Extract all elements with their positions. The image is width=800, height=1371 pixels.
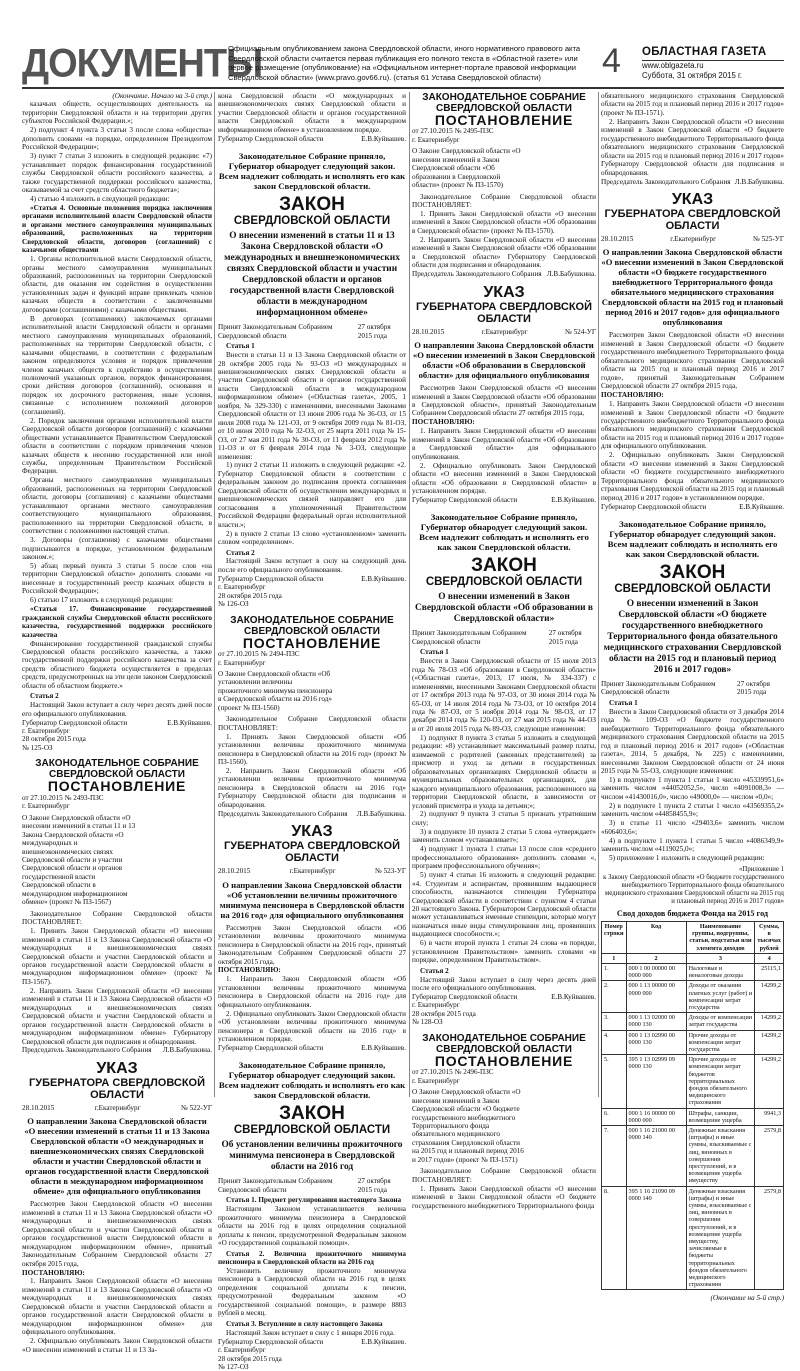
signer-name: Е.В.Куйвашев. (551, 496, 596, 504)
signer-role: Губернатор Свердловской области (218, 1044, 324, 1053)
column-4 (601, 92, 784, 1303)
signer-name: Е.В.Куйвашев. (361, 134, 406, 143)
signature (218, 135, 406, 143)
budget-table (601, 921, 784, 1291)
resolution-title: ПОСТАНОВЛЕНИЕ (434, 112, 574, 128)
paragraph: Законодательное Собрание Свердловской области ПОСТАНОВЛЯЕТ: (412, 192, 596, 210)
adoption-line (218, 323, 406, 340)
paragraph: 2. Направить Закон Свердловской области «О внесении изменений в Закон Свердловской области «О бюджете государственного внебюджетного Территориального фонда обязательного медицинского страхования Свердловской области на 2015 год и плановый период 2016 и 2017 годов» Губернатору Свердловской области для подписания и обнародования. (601, 117, 784, 177)
decree-date: 28.10.2015 (601, 234, 634, 243)
law-title: ЗАКОН (279, 1103, 345, 1125)
law-title: ЗАКОН (279, 194, 345, 216)
table-header-cell: Номер строки (602, 921, 627, 953)
signer-name: Е.В.Куйвашев. (167, 718, 212, 727)
income-name: Денежные взыскания (штрафы) и иные суммы, взыскиваемые с лиц, виновных в совершении преступлений, и в возмещение ущерба имуществу (686, 1126, 755, 1187)
resolution-subject: О Законе Свердловской области «О внесении изменений в Закон Свердловской области «Об образовании в Свердловской области» (проект № ПЗ-1570) (412, 147, 521, 190)
paragraph: кона Свердловской области «О международных и внешнеэкономических связях Свердловской области и участии Свердловской области и органов государственной власти Свердловской области в международном информационном обмене» в установленном порядке. (218, 92, 406, 134)
paragraph: Рассмотрев Закон Свердловской области «О внесении изменений в Закон Свердловской области «Об образовании в Свердловской области», принятый Законодательным Собранием Свердловской области 27 октября 2015 года, (412, 384, 596, 418)
column-1 (22, 92, 212, 1355)
decree-meta (601, 235, 784, 243)
amount: 25115,1 (755, 963, 784, 980)
paragraph: 1. Органы исполнительной власти Свердловской области, органы местного самоуправления муниципальных образований, расположенных на территории Свердловской области, для оказания им содействия в осуществлении установленных задач и функций вправе привлекать членов казачьих обществ в соответствии с заключенными договорами (соглашениями) с казачьими обществами. (22, 255, 212, 314)
paragraph: 2) в пункте 2 статьи 13 слово «установленном» заменить словом «определенном». (218, 529, 406, 547)
signature (601, 503, 784, 511)
paragraph: Рассмотрев Закон Свердловской области «О внесении изменений в Закон Свердловской области «О бюджете государственного внебюджетного Территориального фонда обязательного медицинского страхования Свердловской области на 2015 год и плановый период 2016 и 2017 годов», принятый Законодательным Собранием Свердловской области 27 октября 2015 года, (601, 331, 784, 391)
signer-name: Л.В.Бабушкина. (546, 270, 596, 279)
resolution-city: г. Екатеринбург (412, 135, 460, 144)
resolution-city: г. Екатеринбург (412, 1076, 460, 1085)
income-name: Прочие доходы от компенсации затрат бюджетов территориальных фондов обязательного медицинского страхования (686, 1055, 755, 1108)
decree-title: УКАЗ (483, 283, 525, 301)
promulgation-formula: Законодательное Собрание приняло, Губернатор обнародует следующий закон. Всем надлежит соблюдать и исполнять его как закон Свердловской области. (218, 151, 406, 192)
signature (218, 1044, 406, 1052)
decree-title: УКАЗ (96, 1059, 138, 1077)
signature (412, 993, 596, 1001)
paragraph: 6) в части второй пункта 1 статьи 24 слова «в порядке, установленном Правительством» заменить словами «в порядке, определенном Правительством». (412, 939, 596, 965)
paragraph: 2. Направить Закон Свердловской области «О внесении изменений в статьи 11 и 13 Закона Свердловской области «О международных и внешнеэкономических связях Свердловской области и участии Свердловской области и органов государственной власти Свердловской области в международном информационном обмене» Губернатору Свердловской области для подписания и обнародования. (22, 986, 212, 1046)
column-2 (218, 92, 406, 1371)
decree-city: г.Екатеринбург (481, 327, 528, 336)
paragraph: казачьих обществ, осуществляющих деятельность на территории Свердловской области и на территории других субъектов Российской Федерации.»; (22, 100, 212, 126)
signer-name: Л.В.Бабушкина. (734, 177, 784, 186)
paragraph: 2. Официально опубликовать Закон Свердловской области «О внесении изменений в статьи 11 и 13 За- (22, 1337, 212, 1354)
adopted-date: 27 октября 2015 года (357, 323, 391, 340)
paragraph: Рассмотрев Закон Свердловской области «Об установлении величины прожиточного минимума пенсионера в Свердловской области на 2016 год», принятый Законодательным Собранием Свердловской области 27 октября 2015 года, (218, 923, 406, 966)
resolution-subject: О Законе Свердловской области «Об установлении величины прожиточного минимума пенсионера в Свердловской области на 2016 год» (проект № ПЗ-1560) (218, 670, 333, 712)
budget-code: 000 1 16 00000 00 0000 000 (626, 1108, 686, 1125)
paragraph: Законодательное Собрание Свердловской области ПОСТАНОВЛЯЕТ: (412, 1167, 596, 1184)
masthead (22, 40, 784, 88)
row-number: 6. (602, 1108, 627, 1125)
decree-city: г.Екатеринбург (289, 867, 336, 876)
law-number: № 128-ОЗ (412, 1018, 443, 1027)
decree-number: № 525-УГ (752, 234, 784, 243)
decree-issuer: ГУБЕРНАТОРА СВЕРДЛОВСКОЙ ОБЛАСТИ (29, 1076, 205, 1101)
decree-city: г.Екатеринбург (670, 234, 717, 243)
decree-issuer: ГУБЕРНАТОРА СВЕРДЛОВСКОЙ ОБЛАСТИ (224, 840, 400, 865)
paragraph: Настоящим Законом устанавливается величина прожиточного минимума пенсионера в Свердловской области на 2016 год в целях определения социальной доплаты к пенсии, предусмотренной Федеральным законом «О государственной социальной помощи». (218, 1205, 406, 1248)
law-title: ЗАКОН (471, 555, 537, 577)
law-number: № 127-ОЗ (218, 1363, 249, 1371)
income-name: Денежные взыскания (штрафы) и иные суммы, взыскиваемые с лиц, виновных в совершении преступлений, и в возмещение ущерба имуществу, зачисляемые в бюджеты территориальных фондов обязательного медицинского страхования (686, 1186, 755, 1290)
table-row (602, 1013, 784, 1030)
law-subject: О внесении изменений в Закон Свердловской области «Об образовании в Свердловской области» (414, 592, 593, 625)
table-row (602, 1186, 784, 1290)
article-heading: Статья 2 (30, 692, 59, 701)
article-heading: Статья 2. Величина прожиточного минимума пенсионера в Свердловской области на 2016 год (218, 1249, 406, 1267)
page-number: 4 (602, 42, 621, 80)
income-name: Прочие доходы от компенсации затрат государства (686, 1030, 755, 1055)
paragraph: 2. Официально опубликовать Закон Свердловской области «Об установлении величины прожиточного минимума пенсионера в Свердловской области на 2016 год» в установленном порядке. (218, 1009, 406, 1044)
paragraph: 1. Направить Закон Свердловской области «О внесении изменений в Закон Свердловской области «Об образовании в Свердловской области» для официального опубликования. (412, 427, 596, 461)
paragraph: 5) пункт 4 статьи 16 изложить в следующей редакции: «4. Студентам и аспирантам, проявившим выдающиеся способности, назначаются стипендии Губернатора Свердловской области в соответствии с пунктом 4 статьи 20 настоящего Закона. Губернатором Свердловской области может устанавливаться именные стипендии, которые могут назначаться иные виды стимулирования лиц, проявивших выдающиеся способности.»; (412, 871, 596, 939)
table-header-cell: Наименование группы, подгруппы, статьи, подстатьи или элемента доходов (686, 921, 755, 953)
amount: 14299,2 (755, 1030, 784, 1055)
promulgation-formula: Законодательное Собрание приняло, Губернатор обнародует следующий закон. Всем надлежит соблюдать и исполнять его как закон Свердловской области. (607, 518, 778, 559)
paragraph: Законодательное Собрание Свердловской области ПОСТАНОВЛЯЕТ: (22, 909, 212, 927)
table-header-cell: Сумма, в тысячах рублей (755, 921, 784, 953)
sign-date: 28 октября 2015 года (22, 735, 86, 744)
row-number: 3. (602, 1013, 627, 1030)
signer-role: Губернатор Свердловской области (218, 1337, 324, 1346)
amount: 9941,3 (755, 1108, 784, 1125)
signature (412, 270, 596, 278)
table-row (602, 963, 784, 980)
sign-place: г. Екатеринбург (218, 583, 266, 592)
decree-title: УКАЗ (671, 190, 714, 208)
signature (412, 496, 596, 504)
law-subject: О внесении изменений в статьи 11 и 13 Закона Свердловской области «О международных и внешнеэкономических связях Свердловской области и участии Свердловской области и органов государственной власти Свердловской области в международном информационном обмене» (224, 231, 400, 319)
paragraph: Рассмотрев Закон Свердловской области «О внесении изменений в статьи 11 и 13 Закона Свердловской области «О международных и внешнеэкономических связях Свердловской области и участии Свердловской области и органов государственной власти Свердловской области в международном информационном обмене», принятый Законодательным Собранием Свердловской области 27 октября 2015 года, (22, 1200, 212, 1268)
decree-meta (218, 867, 406, 875)
newspaper-site-link[interactable]: www.oblgazeta.ru (642, 61, 704, 70)
budget-code: 395 1 13 02999 09 0000 130 (626, 1055, 686, 1108)
signer-name: Е.В.Куйвашев. (361, 1337, 406, 1346)
law-number: № 125-ОЗ (22, 743, 53, 752)
resolution-date: от 27.10.2015 № 2494-ПЗС (218, 650, 300, 659)
signer-role: Губернатор Свердловской области (412, 496, 518, 504)
decree-meta (22, 1104, 212, 1112)
decree-keyword: ПОСТАНОВЛЯЮ: (22, 1268, 85, 1277)
resolution-title: ПОСТАНОВЛЕНИЕ (434, 1052, 574, 1069)
law-subject: Об установлении величины прожиточного минимума пенсионера в Свердловской области на 2016 год (221, 1140, 403, 1173)
paragraph: 1. Направить Закон Свердловской области «Об установлении величины прожиточного минимума пенсионера в Свердловской области на 2016 год» для официального опубликования. (218, 975, 406, 1009)
row-number: 4. (602, 1030, 627, 1055)
article-heading: Статья 2 (420, 966, 449, 975)
resolution-city: г. Екатеринбург (218, 658, 266, 667)
paragraph: 5) абзац первый пункта 3 статьи 5 после слов «на территории Свердловской области» дополнить словами «и внесенные в государственный реестр казачьих обществ в Российской Федерации»; (22, 561, 212, 596)
paragraph: 1) подпункт 8 пункта 3 статьи 5 изложить в следующей редакции: «8) устанавливает максимальный размер платы, взимаемой с родителей (законных представителей) за присмотр и уход за детьми в государственных образовательных организациях Свердловской области и муниципальных образовательных организациях, для каждого муниципального образования, расположенного на территории Свердловской области, в зависимости от условий присмотра и ухода за детьми;»; (412, 733, 596, 810)
amount: 2579,8 (755, 1186, 784, 1290)
decree-issuer: ГУБЕРНАТОРА СВЕРДЛОВСКОЙ ОБЛАСТИ (604, 207, 781, 232)
paragraph: В договорах (соглашениях) заключаемых органами исполнительной власти Свердловской области и органами местного самоуправления муниципальных образований, расположенных на территории Свердловской области, с казачьими обществами, в соответствии с федеральным законом определяются условия и порядок привлечения членов казачьих обществ к содействию в осуществлении полномочий указанных органов, порядок финансирования, сроки действия договоров (соглашений), основания и порядок их досрочного расторжения, иные условия, связанные с исполнением положений договоров (соглашений). (22, 314, 212, 416)
law-title: ЗАКОН (659, 561, 726, 583)
table-row (602, 1030, 784, 1055)
signer-role: Губернатор Свердловской области (412, 992, 518, 1001)
continuation-note: (Окончание. Начало на 3-й стр.) (112, 92, 212, 100)
sign-place: г. Екатеринбург (22, 727, 70, 736)
resolution-city: г. Екатеринбург (22, 802, 70, 811)
paragraph: 2. Направить Закон Свердловской области «О внесении изменений в Закон Свердловской области «Об образовании в Свердловской области» Губернатору Свердловской области для подписания и обнародования. (412, 235, 596, 270)
law-subject: О внесении изменений в Закон Свердловской области «О бюджете государственного внебюджетного Территориального фонда обязательного медицинского страхования Свердловской области на 2015 год и плановый период 2016 и 2017 годов» (603, 598, 782, 675)
paragraph: 1) в подпункте 1 пункта 1 статьи 1 число «45339951,6» заменить числом «44052052,5», число «4091008,3» — числом «41430016,0», число «49000,0» — числом «0,0»; (601, 775, 784, 801)
paragraph: 6) статью 17 изложить в следующей редакции: (30, 596, 174, 605)
signature (218, 575, 406, 583)
decree-subject: О направлении Закона Свердловской области «О внесении изменений в Закон Свердловской области «О бюджете государственного внебюджетного Территориального фонда обязательного медицинского страхования Свердловской области на 2015 год и плановый период 2016 и 2017 годов» для официального опубликования (601, 247, 784, 328)
signer-name: Л.В.Бабушкина. (356, 809, 406, 818)
paragraph: Настоящий Закон вступает в силу на следующий день после его официального опубликования. (218, 557, 406, 574)
article-heading: Статья 1 (420, 648, 449, 657)
continuation-note: (Окончание на 5-й стр.) (710, 1294, 784, 1303)
signature (22, 1046, 212, 1054)
signature (218, 1338, 406, 1346)
signer-role: Председатель Законодательного Собрания (218, 809, 348, 818)
paragraph: 1. Направить Закон Свердловской области «О внесении изменений в Закон Свердловской области «О бюджете государственного внебюджетного Территориального фонда обязательного медицинского страхования Свердловской области на 2015 год и плановый период 2016 и 2017 годов» для официального опубликования. (601, 400, 784, 451)
article-heading: «Статья 4. Основные положения порядка заключения органами исполнительной власти Свердловской области и органами местного самоуправления муниципальных образований, расположенных на территории Свердловской области, договоров (соглашений) с казачьими обществами (22, 203, 212, 255)
amount: 14299,2 (755, 1013, 784, 1030)
article-heading: Статья 3. Вступление в силу настоящего Закона (226, 1319, 383, 1328)
decree-meta (412, 328, 596, 336)
masthead-description: Официальным опубликованием закона Свердловской области, иного нормативного правового акта Свердловской области считается первая публикация его полного текста в «Областной газете» или первое размещение (опубликование) на «Официальном интернет-портале правовой информации Свердловской области» (www.pravo.gov66.ru). (статья 61 Устава Свердловской области) (228, 44, 581, 82)
paragraph: 1. Принять Закон Свердловской области «О внесении изменений в Закон Свердловской области «Об образовании в Свердловской области» (проект № ПЗ-1570). (412, 210, 596, 235)
paragraph: 3) в статье 11 число «29403,6» заменить числом «606403,6»; (601, 819, 784, 836)
paragraph: Настоящий Закон вступает в силу с 1 января 2016 года. (226, 1328, 395, 1337)
decree-subject: О направлении Закона Свердловской области «О внесении изменений в статьи 11 и 13 Закона Свердловской области «О международных и внешнеэкономических связях Свердловской области и участии Свердловской области и органов государственной власти Свердловской области в международном информационном обмене» для официального опубликования (24, 1116, 210, 1197)
paragraph: Настоящий Закон вступает в силу через десять дней после его официального опубликования. (412, 975, 596, 993)
resolution-subject: О Законе Свердловской области «О внесении изменений в Закон Свердловской области «О бюджете государственного внебюджетного Территориального фонда обязательного медицинского страхования Свердловской области на 2015 год и плановый период 2016 и 2017 годов» (проект № ПЗ-1571) (412, 1088, 524, 1164)
column-divider (598, 92, 599, 1097)
signer-role: Председатель Законодательного Собрания (601, 177, 731, 186)
resolution-subject: О Законе Свердловской области «О внесении изменений в статьи 11 и 13 Закона Свердловской области «О международных и внешнеэкономических связях Свердловской области и участии Свердловской области и органов государственной власти Свердловской области в международном информационном обмене» (проект № ПЗ-1567) (22, 813, 136, 907)
paragraph: обязательного медицинского страхования Свердловской области на 2015 год и плановый период 2016 и 2017 годов» (проект № ПЗ-1571). (601, 92, 784, 117)
decree-number: № 522-УГ (180, 1103, 212, 1112)
table-column-number: 3 (686, 953, 755, 963)
appendix-header (601, 866, 784, 906)
assembly-title: ЗАКОНОДАТЕЛЬНОЕ СОБРАНИЕ СВЕРДЛОВСКОЙ ОБЛАСТИ (35, 758, 199, 781)
law-region: СВЕРДЛОВСКОЙ ОБЛАСТИ (425, 576, 583, 589)
decree-city: г.Екатеринбург (94, 1103, 141, 1112)
paragraph: 2. Порядок заключения органами исполнительной власти Свердловской области договоров (соглашений) с казачьими обществами устанавливается Правительством Свердловской области в соответствии с порядком привлечения членов казачьих обществ к несению государственной или иной службы, определенным Правительством Российской Федерации. (22, 416, 212, 476)
signer-name: Л.В.Бабушкина. (162, 1046, 212, 1055)
row-number: 2. (602, 981, 627, 1013)
article-heading: Статья 1 (609, 698, 638, 707)
decree-title: УКАЗ (291, 823, 333, 841)
sign-date: 28 октября 2015 года (412, 1009, 476, 1018)
paragraph: 2) в подпункте 1 пункта 2 статьи 1 число «43569355,2» заменить числом «44858455,9»; (601, 801, 784, 819)
law-region: СВЕРДЛОВСКОЙ ОБЛАСТИ (233, 1124, 391, 1137)
law-region: СВЕРДЛОВСКОЙ ОБЛАСТИ (614, 582, 771, 595)
resolution-date: от 27.10.2015 № 2496-ПЗС (412, 1068, 494, 1077)
appendix-text: к Закону Свердловской области «О бюджете государственного внебюджетного Территориального фонда обязательного медицинского страхования Свердловской области на 2015 год и плановый период 2016 и 2017 годов» (603, 874, 784, 906)
paragraph: Органы местного самоуправления муниципальных образований, расположенных на территории Свердловской области, договоры (соглашения) с казачьими обществами устанавливают органами местного самоуправления соответствующего муниципального образования, расположенного на территории Свердловской области, в соответствии с положениями настоящей статьи. (22, 476, 212, 536)
column-3 (412, 92, 596, 1211)
paragraph: Внести в Закон Свердловской области от 3 декабря 2014 года № 109-ОЗ «О бюджете государственного внебюджетного Территориального фонда обязательного медицинского страхования Свердловской области на 2015 год и плановый период 2016 и 2017 годов» («Областная газета», 2014, 5 декабря, № 225) с изменениями, внесенными Законом Свердловской области от 24 июня 2015 года № 55-ОЗ, следующие изменения: (601, 707, 784, 775)
paragraph: 4) в подпункте 1 пункта 1 статьи 5 число «4086349,9» заменить числом «4119025,0»; (601, 836, 784, 854)
table-row (602, 981, 784, 1013)
decree-date: 28.10.2015 (412, 327, 445, 336)
adoption-line (412, 629, 596, 646)
amount: 2579,8 (755, 1126, 784, 1187)
resolution-date: от 27.10.2015 № 2493-ПЗС (22, 793, 104, 802)
adopted-label: Принят Законодательным Собранием Свердловской области (601, 679, 716, 697)
assembly-title: ЗАКОНОДАТЕЛЬНОЕ СОБРАНИЕ СВЕРДЛОВСКОЙ ОБЛАСТИ (230, 614, 394, 637)
table-column-number: 2 (626, 953, 686, 963)
promulgation-formula: Законодательное Собрание приняло, Губернатор обнародует следующий закон. Всем надлежит соблюдать и исполнять его как закон Свердловской области. (218, 1060, 406, 1101)
sign-place: г. Екатеринбург (218, 1346, 266, 1355)
law-region: СВЕРДЛОВСКОЙ ОБЛАСТИ (233, 215, 391, 228)
article-heading: Статья 1. Предмет регулирования настоящего Закона (226, 1196, 402, 1205)
budget-code: 000 1 16 21000 00 0000 140 (626, 1126, 686, 1187)
table-row (602, 1108, 784, 1125)
paragraph: 1. Принять Закон Свердловской области «О внесении изменений в статьи 11 и 13 Закона Свердловской области «О международных и внешнеэкономических связях Свердловской области и участии Свердловской области и органов государственной власти Свердловской области в международном информационном обмене» (проект № ПЗ-1567). (22, 927, 212, 986)
adopted-date: 27 октября 2015 года (357, 1177, 391, 1194)
resolution-title: ПОСТАНОВЛЕНИЕ (242, 634, 382, 651)
row-number: 7. (602, 1126, 627, 1187)
paragraph: 2. Официально опубликовать Закон Свердловской области «О внесении изменений в Закон Свердловской области «О бюджете государственного внебюджетного Территориального фонда обязательного медицинского страхования Свердловской области на 2015 год и плановый период 2016 и 2017 годов» в установленном порядке. (601, 451, 784, 502)
signer-name: Е.В.Куйвашев. (551, 992, 596, 1001)
sign-date: 28 октября 2015 года (218, 1354, 282, 1363)
row-number: 1. (602, 963, 627, 980)
assembly-title: ЗАКОНОДАТЕЛЬНОЕ СОБРАНИЕ СВЕРДЛОВСКОЙ ОБЛАСТИ (422, 1032, 586, 1055)
decree-date: 28.10.2015 (22, 1103, 55, 1112)
newspaper-block (642, 46, 784, 81)
decree-date: 28.10.2015 (218, 867, 251, 876)
article-heading: Статья 2 (226, 548, 255, 557)
paragraph: 1. Принять Закон Свердловской области «О внесении изменений в Закон Свердловской области «О бюджете государственного внебюджетного Территориального фонда (412, 1184, 596, 1210)
paragraph: 2. Направить Закон Свердловской области «Об установлении величины прожиточного минимума пенсионера в Свердловской области на 2016 год» Губернатору Свердловской области для подписания и обнародования. (218, 767, 406, 809)
signer-role: Председатель Законодательного Собрания (22, 1046, 152, 1055)
resolution-title: ПОСТАНОВЛЕНИЕ (47, 778, 187, 795)
signer-name: Е.В.Куйвашев. (739, 502, 784, 511)
decree-number: № 523-УГ (374, 867, 406, 876)
amount: 14299,2 (755, 1055, 784, 1108)
row-number: 8. (602, 1186, 627, 1290)
paragraph: 3) в подпункте 10 пункта 2 статьи 5 слова «утверждает» заменить словом «устанавливает»; (412, 827, 596, 845)
signer-role: Губернатор Свердловской области (22, 718, 128, 727)
decree-subject: О направлении Закона Свердловской области «О внесении изменений в Закон Свердловской области «Об образовании в Свердловской области» для официального опубликования (412, 340, 596, 381)
paragraph: Настоящий Закон вступает в силу через десять дней после его официального опубликования. (22, 701, 212, 718)
masthead-rule (22, 87, 784, 89)
article-heading: Статья 1 (226, 342, 255, 351)
column-divider (214, 92, 215, 1097)
adopted-label: Принят Законодательным Собранием Свердловской области (218, 323, 333, 340)
income-name: Доходы от оказания платных услуг (работ) и компенсации затрат государства (686, 981, 755, 1013)
law-number: № 126-ОЗ (218, 600, 249, 609)
decree-keyword: ПОСТАНОВЛЯЮ: (601, 391, 664, 400)
decree-keyword: ПОСТАНОВЛЯЮ: (218, 966, 281, 975)
promulgation-formula: Законодательное Собрание приняло, Губернатор обнародует следующий закон. Всем надлежит соблюдать и исполнять его как закон Свердловской области. (419, 512, 589, 553)
decree-subject: О направлении Закона Свердловской области «Об установлении величины прожиточного минимума пенсионера в Свердловской области на 2016 год» для официального опубликования (219, 879, 405, 920)
column-divider (409, 92, 410, 1097)
paragraph: Законодательное Собрание Свердловской области ПОСТАНОВЛЯЕТ: (218, 715, 406, 732)
assembly-title: ЗАКОНОДАТЕЛЬНОЕ СОБРАНИЕ СВЕРДЛОВСКОЙ ОБЛАСТИ (422, 92, 586, 114)
appendix-label: «Приложение 1 (739, 866, 784, 874)
signer-role: Губернатор Свердловской области (218, 134, 324, 143)
paragraph: 3. Договоры (соглашения) с казачьими обществами подписываются в порядке, установленном федеральным законом.»; (22, 536, 212, 561)
signer-role: Губернатор Свердловской области (218, 574, 324, 583)
signature (601, 178, 784, 186)
paragraph: 2) подпункт 9 пункта 3 статьи 5 признать утратившим силу; (412, 810, 596, 827)
budget-code: 395 1 16 21090 09 0000 140 (626, 1186, 686, 1290)
paragraph: Установить величину прожиточного минимума пенсионера в Свердловской области на 2016 год в целях определения социальной доплаты к пенсии, предусмотренной Федеральным законом «О государственной социальной помощи», в размере 8803 рублей в месяц. (218, 1267, 406, 1318)
paragraph: Внести в Закон Свердловской области от 15 июля 2013 года № 78-ОЗ «Об образовании в Свердловской области» («Областная газета», 2013, 17 июля, № 334-337) с изменениями, внесенными Законами Свердловской области от 17 октября 2013 года № 97-ОЗ, от 30 июня 2014 года № 65-ОЗ, от 14 июля 2014 года № 73-ОЗ, от 10 октября 2014 года № 87-ОЗ, от 5 ноября 2014 года № 98-ОЗ, от 17 декабря 2014 года № 120-ОЗ, от 27 мая 2015 года № 44-ОЗ и от 20 июля 2015 года № 89-ОЗ, следующие изменения: (412, 657, 596, 733)
signature (218, 810, 406, 818)
adoption-line (218, 1177, 406, 1194)
budget-code: 000 1 00 00000 00 0000 000 (626, 963, 686, 980)
amount: 14299,2 (755, 981, 784, 1013)
row-number: 5. (602, 1055, 627, 1108)
paragraph: 2. Официально опубликовать Закон Свердловской области «О внесении изменений в Закон Свердловской области «Об образовании в Свердловской области» в установленном порядке. (412, 461, 596, 496)
income-name: Доходы от компенсации затрат государства (686, 1013, 755, 1030)
paragraph: 4) подпункт 1 пункта 1 статьи 13 после слов «среднего профессионального образования» дополнить словами «, программ профессионального обучения»; (412, 845, 596, 871)
table-column-number: 4 (755, 953, 784, 963)
signer-name: Е.В.Куйвашев. (361, 574, 406, 583)
signer-role: Губернатор Свердловской области (601, 502, 707, 511)
paragraph: Финансирование государственной гражданской службы Свердловской области российского казачества, а также государственной поддержки российского казачества за счет средств областного бюджета осуществляется в пределах средств, предусмотренных на эти цели законом Свердловской области об областном бюджете.» (22, 639, 212, 690)
decree-issuer: ГУБЕРНАТОРА СВЕРДЛОВСКОЙ ОБЛАСТИ (416, 300, 592, 325)
paragraph: 2) подпункт 4 пункта 3 статьи 3 после слова «общества» дополнить словами «в порядке, определенном Президентом Российской Федерации»; (22, 126, 212, 152)
paragraph: Внести в статьи 11 и 13 Закона Свердловской области от 28 октября 2005 года № 93-ОЗ «О международных и внешнеэкономических связях Свердловской области и участии Свердловской области и органов государственной власти Свердловской области в международном информационном обмене» («Областная газета», 2005, 1 ноября, № 329-330) с изменениями, внесенными Законами Свердловской области от 13 июня 2006 года № 36-ОЗ, от 15 июля 2008 года № 121-ОЗ, от 9 октября 2009 года № 81-ОЗ, от 10 июня 2010 года № 32-ОЗ, от 25 марта 2011 года № 15-ОЗ, от 27 мая 2011 года № 30-ОЗ, от 11 февраля 2012 года № 11-ОЗ и от 6 февраля 2014 года № 3-ОЗ, следующие изменения: (218, 351, 406, 461)
signature (22, 719, 212, 727)
signer-name: Е.В.Куйвашев. (361, 1044, 406, 1053)
paragraph: 3) пункт 7 статьи 3 изложить в следующей редакции: «7) устанавливает порядок финансирования государственной службы Свердловской области российского казачества, а также государственной поддержки российского казачества, оказываемой за счет средств областного бюджета»; (22, 152, 212, 194)
income-name: Налоговые и неналоговые доходы (686, 963, 755, 980)
newspaper-name: ОБЛАСТНАЯ ГАЗЕТА (642, 46, 784, 61)
decree-keyword: ПОСТАНОВЛЯЮ: (412, 418, 475, 427)
paragraph: 4) статью 4 изложить в следующей редакции: (30, 194, 170, 203)
resolution-date: от 27.10.2015 № 2495-ПЗС (412, 127, 494, 136)
adopted-label: Принят Законодательным Собранием Свердловской области (412, 629, 527, 646)
issue-date: Суббота, 31 октября 2015 г. (642, 71, 743, 80)
adopted-label: Принят Законодательным Собранием Свердловской области (218, 1177, 333, 1194)
table-header-cell: Код (626, 921, 686, 953)
budget-code: 000 1 13 02990 00 0000 130 (626, 1030, 686, 1055)
adoption-line (601, 680, 784, 697)
table-row (602, 1126, 784, 1187)
table-column-number: 1 (602, 953, 627, 963)
sign-place: г. Екатеринбург (412, 1001, 460, 1010)
decree-number: № 524-УГ (564, 327, 596, 336)
adopted-date: 27 октября 2015 года (548, 629, 582, 646)
signer-role: Председатель Законодательного Собрания (412, 270, 542, 279)
budget-code: 000 1 13 00000 00 0000 000 (626, 981, 686, 1013)
paragraph: 1) пункт 2 статьи 11 изложить в следующей редакции: «2. Губернатор Свердловской области в соответствии с федеральным законом до подписания проекта соглашения Свердловской области об осуществлении международных и внешнеэкономических связей направляет его для согласования в уполномоченный Правительством Российской Федерации федеральный орган исполнительной власти.»; (218, 461, 406, 529)
article-heading: «Статья 17. Финансирование государственной гражданской службы Свердловской области российского казачества, государственной поддержки российского казачества (22, 605, 212, 639)
section-title: ДОКУМЕНТЫ (22, 41, 263, 87)
paragraph: 5) приложение 1 изложить в следующей редакции: (609, 854, 765, 863)
adopted-date: 27 октября 2015 года (737, 679, 770, 697)
paragraph: 1. Принять Закон Свердловской области «Об установлении величины прожиточного минимума пенсионера в Свердловской области на 2016 год» (проект № ПЗ-1560). (218, 732, 406, 767)
sign-date: 28 октября 2015 года (218, 591, 282, 600)
income-name: Штрафы, санкции, возмещение ущерба (686, 1108, 755, 1125)
table-row (602, 1055, 784, 1108)
paragraph: 1. Направить Закон Свердловской области «О внесении изменений в статьи 11 и 13 Закона Свердловской области «О международных и внешнеэкономических связях Свердловской области и участии Свердловской области и органов государственной власти Свердловской области в международном информационном обмене» для официального опубликования. (22, 1277, 212, 1337)
budget-code: 000 1 13 02000 00 0000 130 (626, 1013, 686, 1030)
table-title: Свод доходов бюджета Фонда на 2015 год (616, 909, 769, 919)
